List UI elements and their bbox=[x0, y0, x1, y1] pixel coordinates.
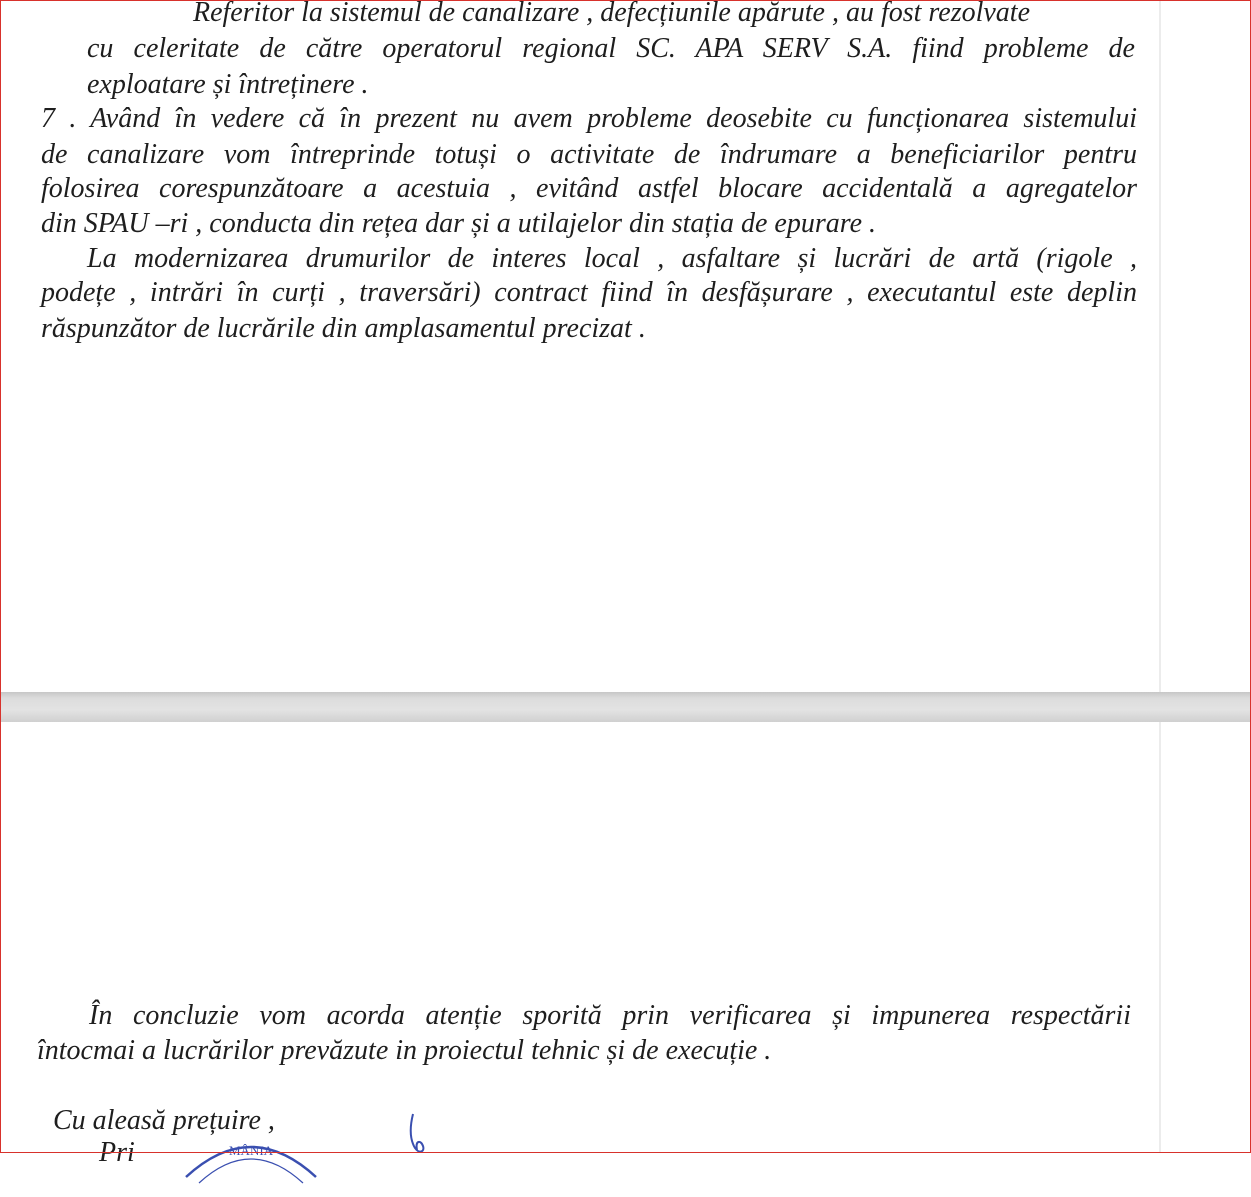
document-page-2 bbox=[1, 722, 1250, 1168]
paragraph-line: La modernizarea drumurilor de interes local , asfaltare și lucrări de artă (rigole , bbox=[87, 243, 1137, 274]
scan-edge bbox=[1159, 722, 1161, 1152]
signature-mark bbox=[401, 1110, 441, 1160]
paragraph-line: din SPAU –ri , conducta din rețea dar și a utilajelor din stația de epurare . bbox=[41, 208, 877, 239]
paragraph-line: folosirea corespunzătoare a acestuia , evitând astfel blocare accidentală a agregatelor bbox=[41, 173, 1137, 204]
paragraph-line: întocmai a lucrărilor prevăzute in proiectul tehnic și de execuție . bbox=[37, 1035, 772, 1066]
page-separator bbox=[1, 692, 1250, 722]
paragraph-line: În concluzie vom acorda atenție sporită prin verificarea și impunerea respectării bbox=[89, 1000, 1131, 1031]
document-page-1 bbox=[1, 0, 1250, 692]
paragraph-line: de canalizare vom întreprinde totuși o activitate de îndrumare a beneficiarilor pentru bbox=[41, 139, 1137, 170]
official-stamp bbox=[181, 1117, 321, 1197]
paragraph-line: răspunzător de lucrările din amplasamentul precizat . bbox=[41, 313, 646, 344]
stamp-text: MÂNIA bbox=[229, 1143, 274, 1158]
paragraph-line: podețe , intrări în curți , traversări) contract fiind în desfășurare , executantul este deplin bbox=[41, 277, 1137, 308]
closing-salutation: Cu aleasă prețuire , bbox=[53, 1105, 275, 1136]
paragraph-line: 7 . Având în vedere că în prezent nu avem probleme deosebite cu funcționarea sistemului bbox=[41, 103, 1137, 134]
paragraph-line: cu celeritate de către operatorul regional SC. APA SERV S.A. fiind probleme de bbox=[87, 33, 1135, 64]
paragraph-line: exploatare și întreținere . bbox=[87, 69, 369, 100]
signature-title-partial: Pri bbox=[99, 1137, 135, 1168]
paragraph-line: Referitor la sistemul de canalizare , defecțiunile apărute , au fost rezolvate bbox=[193, 0, 1031, 28]
scan-edge bbox=[1159, 0, 1161, 692]
